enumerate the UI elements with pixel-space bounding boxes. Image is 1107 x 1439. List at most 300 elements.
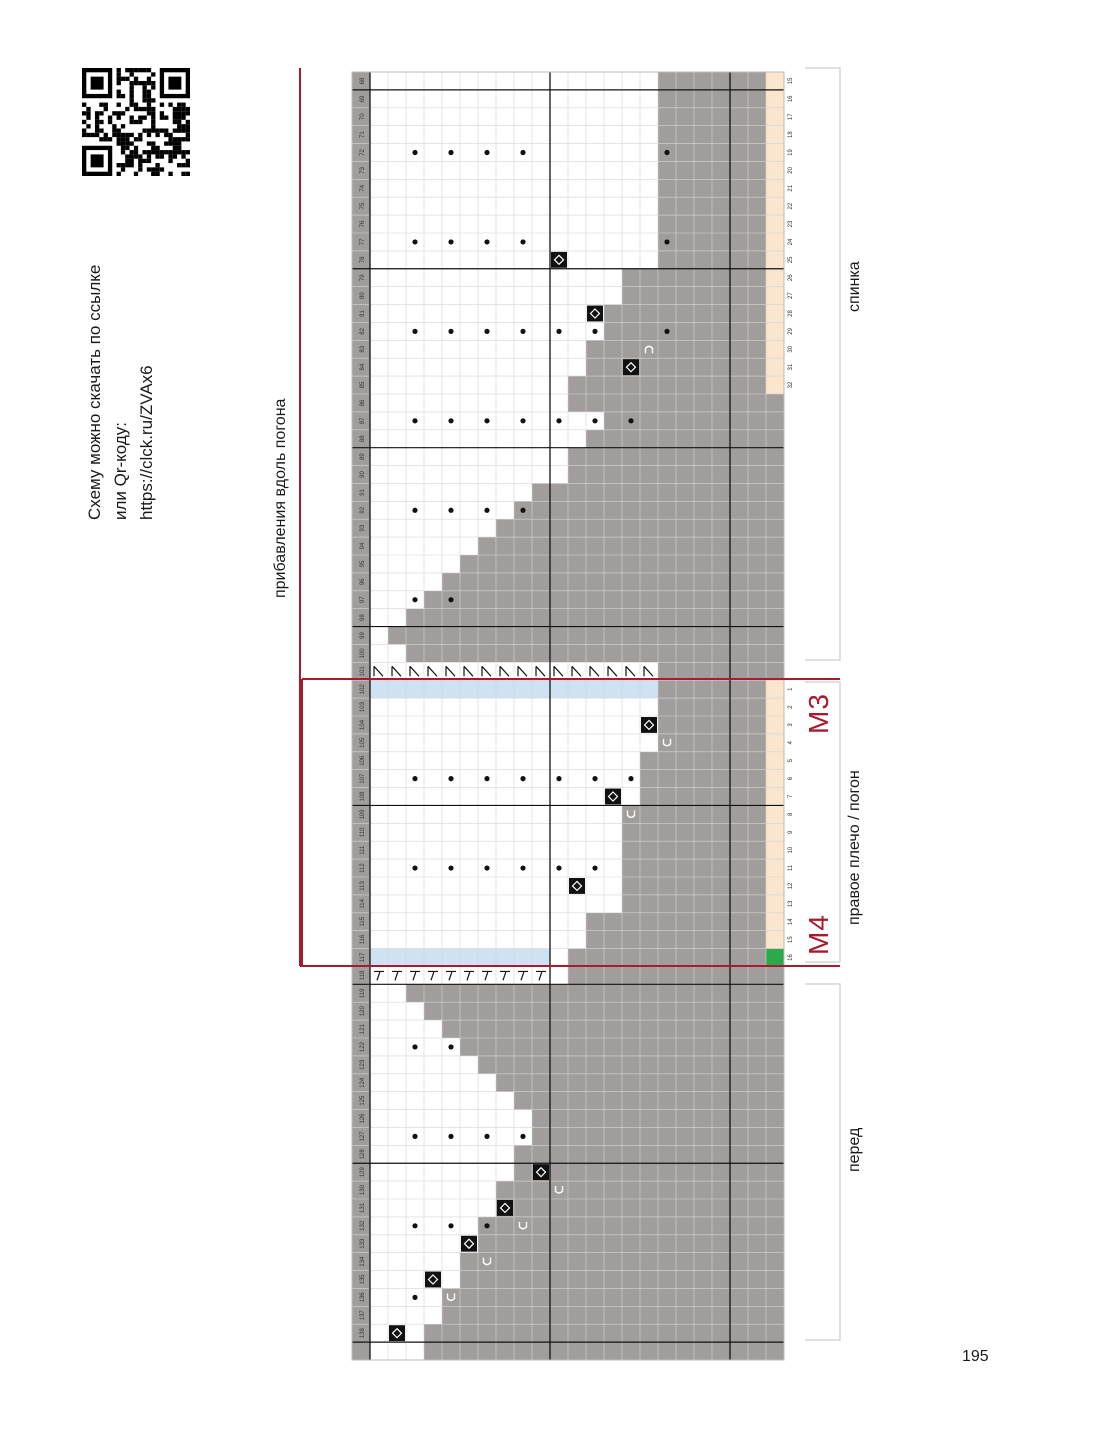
chart-cell: [586, 627, 604, 645]
chart-cell: [424, 1324, 442, 1342]
chart-cell: [694, 841, 712, 859]
chart-cell: [766, 752, 784, 770]
row-number: 108: [360, 791, 366, 802]
chart-cell: [658, 859, 676, 877]
chart-cell: [748, 1002, 766, 1020]
row-number: 93: [360, 524, 366, 532]
chart-cell: [622, 680, 640, 698]
chart-cell: [622, 877, 640, 895]
chart-cell: [730, 501, 748, 519]
chart-cell: [766, 931, 784, 949]
chart-cell: [748, 698, 766, 716]
chart-cell: [658, 305, 676, 323]
chart-cell: [694, 1288, 712, 1306]
chart-cell: [658, 984, 676, 1002]
chart-cell: [640, 1145, 658, 1163]
chart-cell: [532, 1306, 550, 1324]
chart-cell: [730, 644, 748, 662]
chart-cell: [730, 573, 748, 591]
chart-cell: [568, 680, 586, 698]
chart-cell: [748, 1092, 766, 1110]
chart-cell: [640, 305, 658, 323]
chart-cell: [514, 1288, 532, 1306]
chart-cell: [730, 287, 748, 305]
chart-cell: [658, 1074, 676, 1092]
diamond-stitch-icon: [389, 1325, 405, 1341]
chart-cell: [658, 662, 676, 680]
chart-cell: [550, 1002, 568, 1020]
chart-cell: [712, 305, 730, 323]
chart-cell: [730, 823, 748, 841]
chart-cell: [748, 501, 766, 519]
chart-cell: [604, 340, 622, 358]
marker-m4: М4: [803, 914, 834, 955]
chart-cell: [460, 1038, 478, 1056]
chart-cell: [460, 591, 478, 609]
chart-cell: [460, 1342, 478, 1360]
diamond-stitch-icon: [569, 878, 585, 894]
chart-cell: [694, 144, 712, 162]
purl-dot-icon: [448, 329, 453, 334]
chart-cell: [658, 394, 676, 412]
chart-cell: [622, 609, 640, 627]
purl-dot-icon: [448, 1223, 453, 1228]
row-number: 101: [360, 666, 366, 677]
chart-cell: [532, 1235, 550, 1253]
chart-cell: [640, 430, 658, 448]
chart-cell: [748, 1110, 766, 1128]
chart-cell: [568, 1056, 586, 1074]
diamond-stitch-icon: [533, 1164, 549, 1180]
chart-cell: [766, 519, 784, 537]
chart-cell: [748, 752, 766, 770]
chart-cell: [532, 1253, 550, 1271]
chart-cell: [748, 448, 766, 466]
chart-cell: [730, 805, 748, 823]
row-number: 73: [360, 167, 366, 174]
chart-cell: [712, 984, 730, 1002]
chart-cell: [748, 1038, 766, 1056]
chart-cell: [730, 1163, 748, 1181]
chart-cell: [586, 501, 604, 519]
purl-dot-icon: [484, 1134, 489, 1139]
chart-cell: [676, 555, 694, 573]
chart-cell: [712, 1056, 730, 1074]
chart-cell: [532, 1110, 550, 1128]
chart-cell: [550, 1199, 568, 1217]
purl-dot-icon: [520, 508, 525, 513]
chart-cell: [658, 680, 676, 698]
chart-cell: [460, 1306, 478, 1324]
chart-cell: [622, 823, 640, 841]
chart-cell: [568, 501, 586, 519]
chart-cell: [748, 770, 766, 788]
chart-cell: [766, 1342, 784, 1360]
chart-cell: [658, 931, 676, 949]
chart-cell: [730, 430, 748, 448]
chart-cell: [550, 984, 568, 1002]
chart-cell: [658, 448, 676, 466]
chart-cell: [586, 1002, 604, 1020]
row-number: 71: [360, 131, 366, 138]
purl-dot-icon: [664, 239, 669, 244]
chart-cell: [730, 144, 748, 162]
purl-dot-icon: [448, 597, 453, 602]
chart-cell: [676, 770, 694, 788]
chart-cell: [640, 537, 658, 555]
chart-cell: [532, 1342, 550, 1360]
side-number: 26: [788, 274, 794, 282]
chart-cell: [658, 1306, 676, 1324]
chart-cell: [514, 680, 532, 698]
chart-cell: [604, 931, 622, 949]
chart-cell: [496, 573, 514, 591]
chart-cell: [658, 358, 676, 376]
side-number: 28: [788, 310, 794, 317]
chart-cell: [748, 322, 766, 340]
chart-cell: [514, 1145, 532, 1163]
chart-cell: [352, 1342, 370, 1360]
side-number: 16: [788, 95, 794, 103]
chart-cell: [640, 376, 658, 394]
chart-cell: [478, 984, 496, 1002]
chart-cell: [550, 519, 568, 537]
chart-cell: [532, 555, 550, 573]
chart-cell: [766, 1092, 784, 1110]
chart-cell: [532, 537, 550, 555]
chart-cell: [658, 609, 676, 627]
chart-cell: [658, 215, 676, 233]
chart-cell: [658, 1217, 676, 1235]
chart-cell: [460, 949, 478, 967]
chart-cell: [658, 913, 676, 931]
chart-cell: [586, 1127, 604, 1145]
chart-cell: [568, 1002, 586, 1020]
row-number: 136: [360, 1292, 366, 1303]
chart-cell: [514, 1002, 532, 1020]
chart-cell: [622, 1306, 640, 1324]
chart-cell: [658, 161, 676, 179]
chart-cell: [766, 591, 784, 609]
chart-cell: [694, 823, 712, 841]
chart-cell: [460, 1288, 478, 1306]
chart-cell: [568, 1235, 586, 1253]
chart-cell: [766, 680, 784, 698]
chart-cell: [640, 1271, 658, 1289]
chart-cell: [658, 1181, 676, 1199]
chart-cell: [640, 1092, 658, 1110]
chart-cell: [568, 984, 586, 1002]
chart-cell: [766, 1217, 784, 1235]
chart-cell: [730, 859, 748, 877]
chart-cell: [442, 573, 460, 591]
chart-cell: [550, 1235, 568, 1253]
chart-cell: [604, 949, 622, 967]
chart-cell: [586, 448, 604, 466]
chart-cell: [604, 448, 622, 466]
chart-cell: [658, 1092, 676, 1110]
chart-cell: [676, 161, 694, 179]
chart-cell: [766, 251, 784, 269]
chart-cell: [586, 376, 604, 394]
chart-cell: [766, 1199, 784, 1217]
chart-cell: [622, 1271, 640, 1289]
chart-cell: [406, 644, 424, 662]
chart-cell: [640, 483, 658, 501]
side-number: 22: [788, 202, 794, 210]
chart-cell: [478, 1342, 496, 1360]
chart-cell: [622, 859, 640, 877]
chart-cell: [604, 519, 622, 537]
side-number: 32: [788, 381, 794, 389]
chart-cell: [604, 966, 622, 984]
chart-cell: [604, 501, 622, 519]
chart-cell: [622, 949, 640, 967]
chart-cell: [640, 1199, 658, 1217]
chart-cell: [514, 1217, 532, 1235]
chart-cell: [460, 609, 478, 627]
chart-cell: [658, 412, 676, 430]
chart-cell: [604, 483, 622, 501]
chart-cell: [622, 913, 640, 931]
row-number: 72: [360, 149, 366, 156]
chart-cell: [640, 555, 658, 573]
chart-cell: [532, 1074, 550, 1092]
row-number: 135: [360, 1274, 366, 1285]
row-number: 96: [360, 578, 366, 586]
chart-cell: [640, 913, 658, 931]
purl-dot-icon: [412, 1223, 417, 1228]
chart-cell: [766, 698, 784, 716]
chart-cell: [514, 1056, 532, 1074]
side-number: 9: [788, 830, 794, 834]
chart-cell: [676, 519, 694, 537]
chart-cell: [766, 215, 784, 233]
chart-cell: [550, 609, 568, 627]
chart-cell: [568, 555, 586, 573]
chart-cell: [712, 805, 730, 823]
chart-cell: [766, 949, 784, 967]
chart-cell: [766, 1038, 784, 1056]
chart-cell: [676, 716, 694, 734]
purl-dot-icon: [412, 1044, 417, 1049]
chart-cell: [640, 1235, 658, 1253]
chart-cell: [676, 430, 694, 448]
chart-cell: [676, 305, 694, 323]
chart-cell: [640, 269, 658, 287]
chart-cell: [676, 1288, 694, 1306]
chart-cell: [424, 609, 442, 627]
chart-cell: [676, 501, 694, 519]
chart-cell: [604, 627, 622, 645]
chart-cell: [694, 1217, 712, 1235]
chart-cell: [730, 376, 748, 394]
chart-cell: [730, 519, 748, 537]
chart-cell: [658, 734, 676, 752]
chart-cell: [676, 788, 694, 806]
chart-cell: [676, 1145, 694, 1163]
chart-cell: [658, 949, 676, 967]
chart-cell: [604, 1127, 622, 1145]
chart-cell: [604, 591, 622, 609]
chart-cell: [604, 1145, 622, 1163]
chart-cell: [622, 1145, 640, 1163]
chart-cell: [622, 591, 640, 609]
side-number: 31: [788, 363, 794, 371]
chart-cell: [730, 734, 748, 752]
chart-cell: [766, 358, 784, 376]
chart-cell: [730, 1271, 748, 1289]
chart-cell: [622, 501, 640, 519]
chart-cell: [766, 609, 784, 627]
chart-cell: [640, 1253, 658, 1271]
chart-cell: [712, 698, 730, 716]
side-number: 5: [788, 759, 794, 763]
chart-cell: [496, 1038, 514, 1056]
chart-cell: [658, 627, 676, 645]
chart-cell: [730, 1127, 748, 1145]
chart-cell: [460, 984, 478, 1002]
chart-cell: [568, 966, 586, 984]
chart-cell: [748, 1253, 766, 1271]
chart-cell: [712, 72, 730, 90]
chart-cell: [676, 1092, 694, 1110]
chart-cell: [532, 1020, 550, 1038]
chart-cell: [586, 340, 604, 358]
chart-cell: [748, 161, 766, 179]
chart-cell: [676, 1127, 694, 1145]
chart-cell: [712, 609, 730, 627]
chart-cell: [712, 1324, 730, 1342]
chart-cell: [766, 1271, 784, 1289]
chart-cell: [748, 179, 766, 197]
chart-cell: [622, 1056, 640, 1074]
purl-dot-icon: [412, 1134, 417, 1139]
chart-cell: [478, 1271, 496, 1289]
chart-cell: [640, 1110, 658, 1128]
chart-cell: [712, 627, 730, 645]
chart-cell: [442, 1306, 460, 1324]
row-number: 90: [360, 471, 366, 478]
chart-cell: [676, 805, 694, 823]
chart-cell: [658, 126, 676, 144]
chart-cell: [730, 215, 748, 233]
chart-cell: [604, 1306, 622, 1324]
row-number: 91: [360, 489, 366, 496]
chart-cell: [640, 412, 658, 430]
chart-cell: [604, 1217, 622, 1235]
chart-cell: [712, 573, 730, 591]
chart-cell: [604, 1235, 622, 1253]
chart-cell: [676, 108, 694, 126]
chart-cell: [676, 734, 694, 752]
purl-dot-icon: [664, 150, 669, 155]
chart-cell: [514, 537, 532, 555]
download-note-line: Схему можно скачать по ссылке: [85, 264, 104, 520]
chart-cell: [712, 877, 730, 895]
chart-cell: [676, 752, 694, 770]
chart-cell: [478, 555, 496, 573]
chart-cell: [496, 1235, 514, 1253]
row-number: 69: [360, 95, 366, 103]
chart-cell: [712, 966, 730, 984]
chart-cell: [478, 1253, 496, 1271]
purl-dot-icon: [556, 865, 561, 870]
chart-cell: [640, 823, 658, 841]
purl-dot-icon: [448, 776, 453, 781]
chart-cell: [496, 1020, 514, 1038]
chart-cell: [622, 1110, 640, 1128]
chart-cell: [586, 358, 604, 376]
chart-cell: [694, 984, 712, 1002]
chart-cell: [622, 287, 640, 305]
chart-cell: [640, 1074, 658, 1092]
chart-cell: [748, 251, 766, 269]
row-number: 119: [360, 988, 366, 999]
chart-cell: [694, 1342, 712, 1360]
chart-cell: [604, 1056, 622, 1074]
row-number: 80: [360, 292, 366, 299]
chart-cell: [496, 1271, 514, 1289]
chart-cell: [748, 269, 766, 287]
chart-cell: [730, 466, 748, 484]
side-number: 15: [788, 77, 794, 85]
purl-dot-icon: [412, 508, 417, 513]
download-link[interactable]: https://clck.ru/ZVAx6: [137, 365, 156, 520]
chart-cell: [712, 126, 730, 144]
chart-cell: [694, 734, 712, 752]
chart-cell: [694, 662, 712, 680]
purl-dot-icon: [448, 150, 453, 155]
chart-cell: [496, 1288, 514, 1306]
chart-cell: [676, 448, 694, 466]
chart-cell: [568, 448, 586, 466]
row-number: 110: [360, 827, 366, 838]
chart-cell: [586, 1038, 604, 1056]
chart-cell: [622, 322, 640, 340]
chart-cell: [604, 430, 622, 448]
chart-cell: [604, 555, 622, 573]
chart-cell: [604, 305, 622, 323]
chart-cell: [766, 770, 784, 788]
chart-cell: [748, 555, 766, 573]
chart-cell: [694, 698, 712, 716]
chart-cell: [694, 287, 712, 305]
chart-cell: [658, 72, 676, 90]
side-number: 23: [788, 220, 794, 228]
chart-cell: [730, 966, 748, 984]
back-section-label: спинка: [846, 261, 863, 312]
chart-cell: [604, 1074, 622, 1092]
chart-cell: [640, 859, 658, 877]
chart-cell: [712, 394, 730, 412]
purl-dot-icon: [628, 776, 633, 781]
chart-cell: [712, 752, 730, 770]
chart-cell: [694, 680, 712, 698]
row-number: 77: [360, 238, 366, 246]
chart-cell: [676, 1020, 694, 1038]
chart-cell: [730, 591, 748, 609]
chart-cell: [514, 591, 532, 609]
chart-cell: [658, 752, 676, 770]
chart-cell: [676, 573, 694, 591]
chart-cell: [676, 537, 694, 555]
chart-cell: [604, 1324, 622, 1342]
chart-cell: [478, 573, 496, 591]
chart-cell: [766, 573, 784, 591]
row-number: 127: [360, 1131, 366, 1142]
chart-cell: [622, 573, 640, 591]
